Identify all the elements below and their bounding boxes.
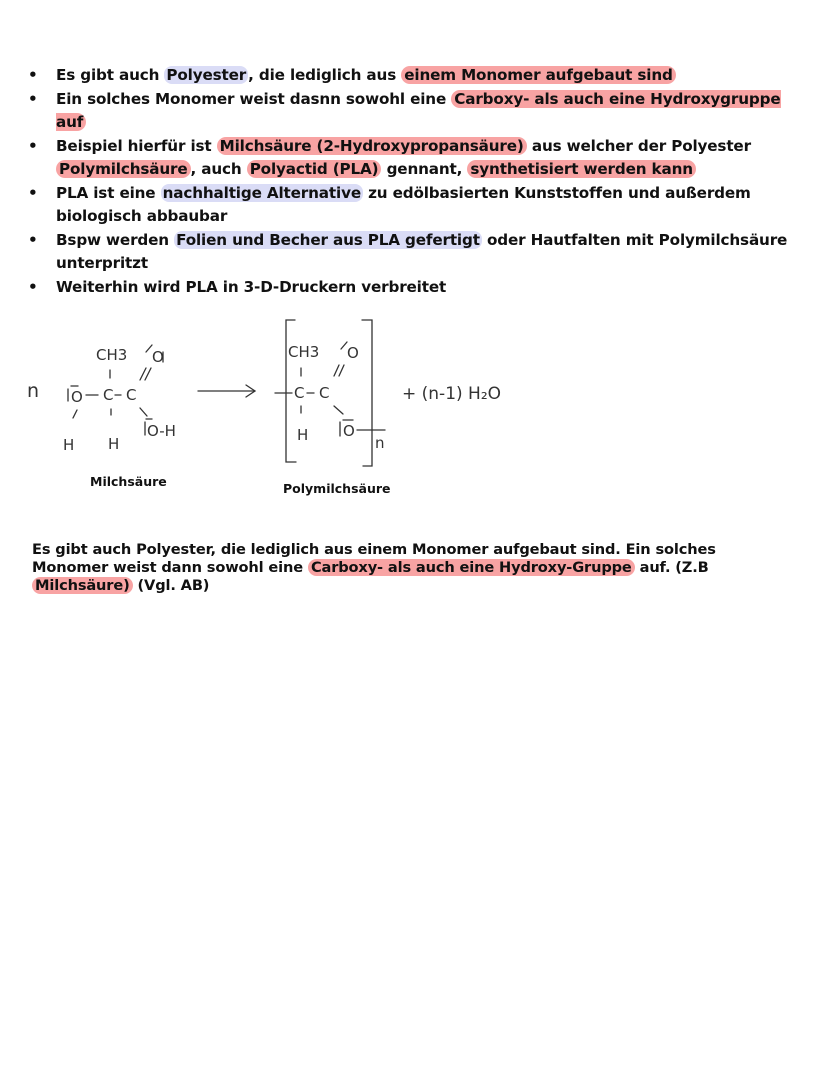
text-span: Ein solches Monomer weist dasnn sowohl eine — [56, 89, 452, 108]
bracket-right — [362, 320, 372, 466]
monomer-ch3: CH3 — [96, 346, 128, 364]
monomer-carbonyl-o: O — [152, 348, 164, 366]
bullet-item — [28, 229, 798, 276]
polymer-repeat-n: n — [375, 434, 385, 452]
highlight-pink: Milchsäure) — [32, 577, 133, 594]
highlight-pink: Carboxy- als auch eine Hydroxy-Gruppe — [308, 559, 635, 576]
polymer-label: Polymilchsäure — [283, 481, 391, 496]
bullet-item — [28, 276, 798, 300]
text-span: zu edölbasierten Kunststoffen und außerdem biologisch abbaubar — [56, 183, 751, 225]
bond-line — [73, 410, 77, 418]
reaction-diagram — [0, 300, 828, 510]
monomer-hydroxy-o: O — [71, 388, 83, 406]
polymer-carbonyl-o: O — [347, 344, 359, 362]
text-span: auf. (Z.B — [634, 559, 709, 576]
monomer-h-left: H — [63, 436, 75, 454]
polymer-h: H — [297, 426, 309, 444]
double-bond-line — [339, 365, 344, 376]
bullet-item — [28, 135, 798, 182]
monomer-h-mid: H — [108, 435, 120, 453]
text-span: , die lediglich aus — [248, 66, 402, 84]
highlight-pink: Carboxy- als auch eine Hydroxygruppe auf — [56, 89, 781, 131]
text-span: Bspw werden — [56, 230, 175, 249]
double-bond-line — [140, 368, 146, 380]
bullet-item — [28, 64, 798, 88]
byproduct-water: + (n-1) H₂O — [402, 384, 502, 404]
monomer-label: Milchsäure — [90, 474, 167, 489]
highlight-pink: Polymilchsäure — [56, 160, 191, 178]
bond-line — [334, 406, 343, 414]
bond-line — [140, 408, 147, 416]
polymer-ester-o: O — [343, 422, 355, 440]
highlight-pink: synthetisiert werden kann — [467, 160, 696, 178]
text-span: , auch — [190, 160, 247, 178]
monomer-carbon-right: C — [126, 386, 137, 404]
monomer-carbon-left: C — [103, 386, 114, 404]
bullet-item — [28, 88, 798, 135]
polymer-carbon-right: C — [319, 384, 330, 402]
double-bond-line — [334, 365, 339, 376]
text-span: Beispiel hierfür ist — [56, 136, 217, 155]
text-span: gennant, — [381, 160, 468, 178]
text-span: Es gibt auch Polyester, die lediglich aus einem Monomer aufgebaut sind. Ein solches Monomer weist dann sowohl eine — [32, 541, 716, 576]
highlight-pink: Polyactid (PLA) — [247, 160, 382, 178]
text-span: oder Hautfalten mit Polymilchsäure unterpritzt — [56, 230, 788, 272]
text-span: (Vgl. AB) — [132, 577, 210, 594]
text-span: Es gibt auch — [56, 66, 165, 84]
polymer-carbon-left: C — [294, 384, 305, 402]
highlight-blue: nachhaltige Alternative — [162, 183, 361, 202]
text-span: aus welcher der Polyester — [526, 136, 751, 155]
summary-paragraph — [32, 541, 792, 595]
monomer-oh: O-H — [147, 422, 176, 440]
bullet-list — [28, 64, 798, 299]
highlight-pink: Milchsäure (2-Hydroxypropansäure) — [217, 137, 527, 155]
text-span: PLA ist eine — [56, 183, 161, 202]
double-bond-line — [145, 368, 151, 380]
text-span: Weiterhin wird PLA in 3-D-Druckern verbreitet — [56, 277, 447, 296]
highlight-pink: einem Monomer aufgebaut sind — [401, 66, 675, 84]
bullet-item — [28, 182, 798, 229]
highlight-blue: Polyester — [166, 66, 247, 84]
highlight-blue: Folien und Becher aus PLA gefertigt — [176, 230, 480, 249]
coefficient-n: n — [27, 380, 40, 402]
polymer-ch3: CH3 — [288, 343, 320, 361]
